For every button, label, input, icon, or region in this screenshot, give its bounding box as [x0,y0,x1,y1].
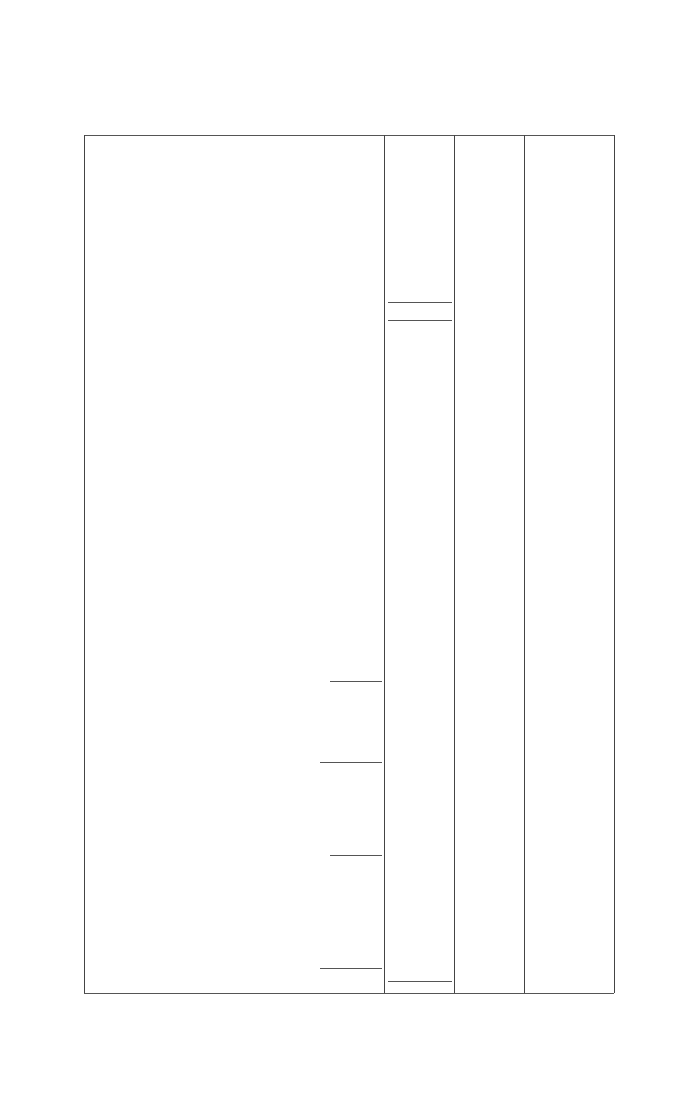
col-rule-3 [524,135,525,993]
col-rule-1 [384,135,385,993]
table-top-rule [84,135,614,136]
rule-65175 [320,968,382,969]
rule-64 [330,855,382,856]
rule-2433 [320,762,382,763]
rule-under-641 [388,320,452,321]
table-bottom-rule [84,993,614,994]
rule-946 [330,681,382,682]
table-left-rule [84,135,85,993]
rule-80982 [388,981,452,982]
table-right-rule [614,135,615,993]
col-rule-2 [454,135,455,993]
rule-641 [388,302,452,303]
